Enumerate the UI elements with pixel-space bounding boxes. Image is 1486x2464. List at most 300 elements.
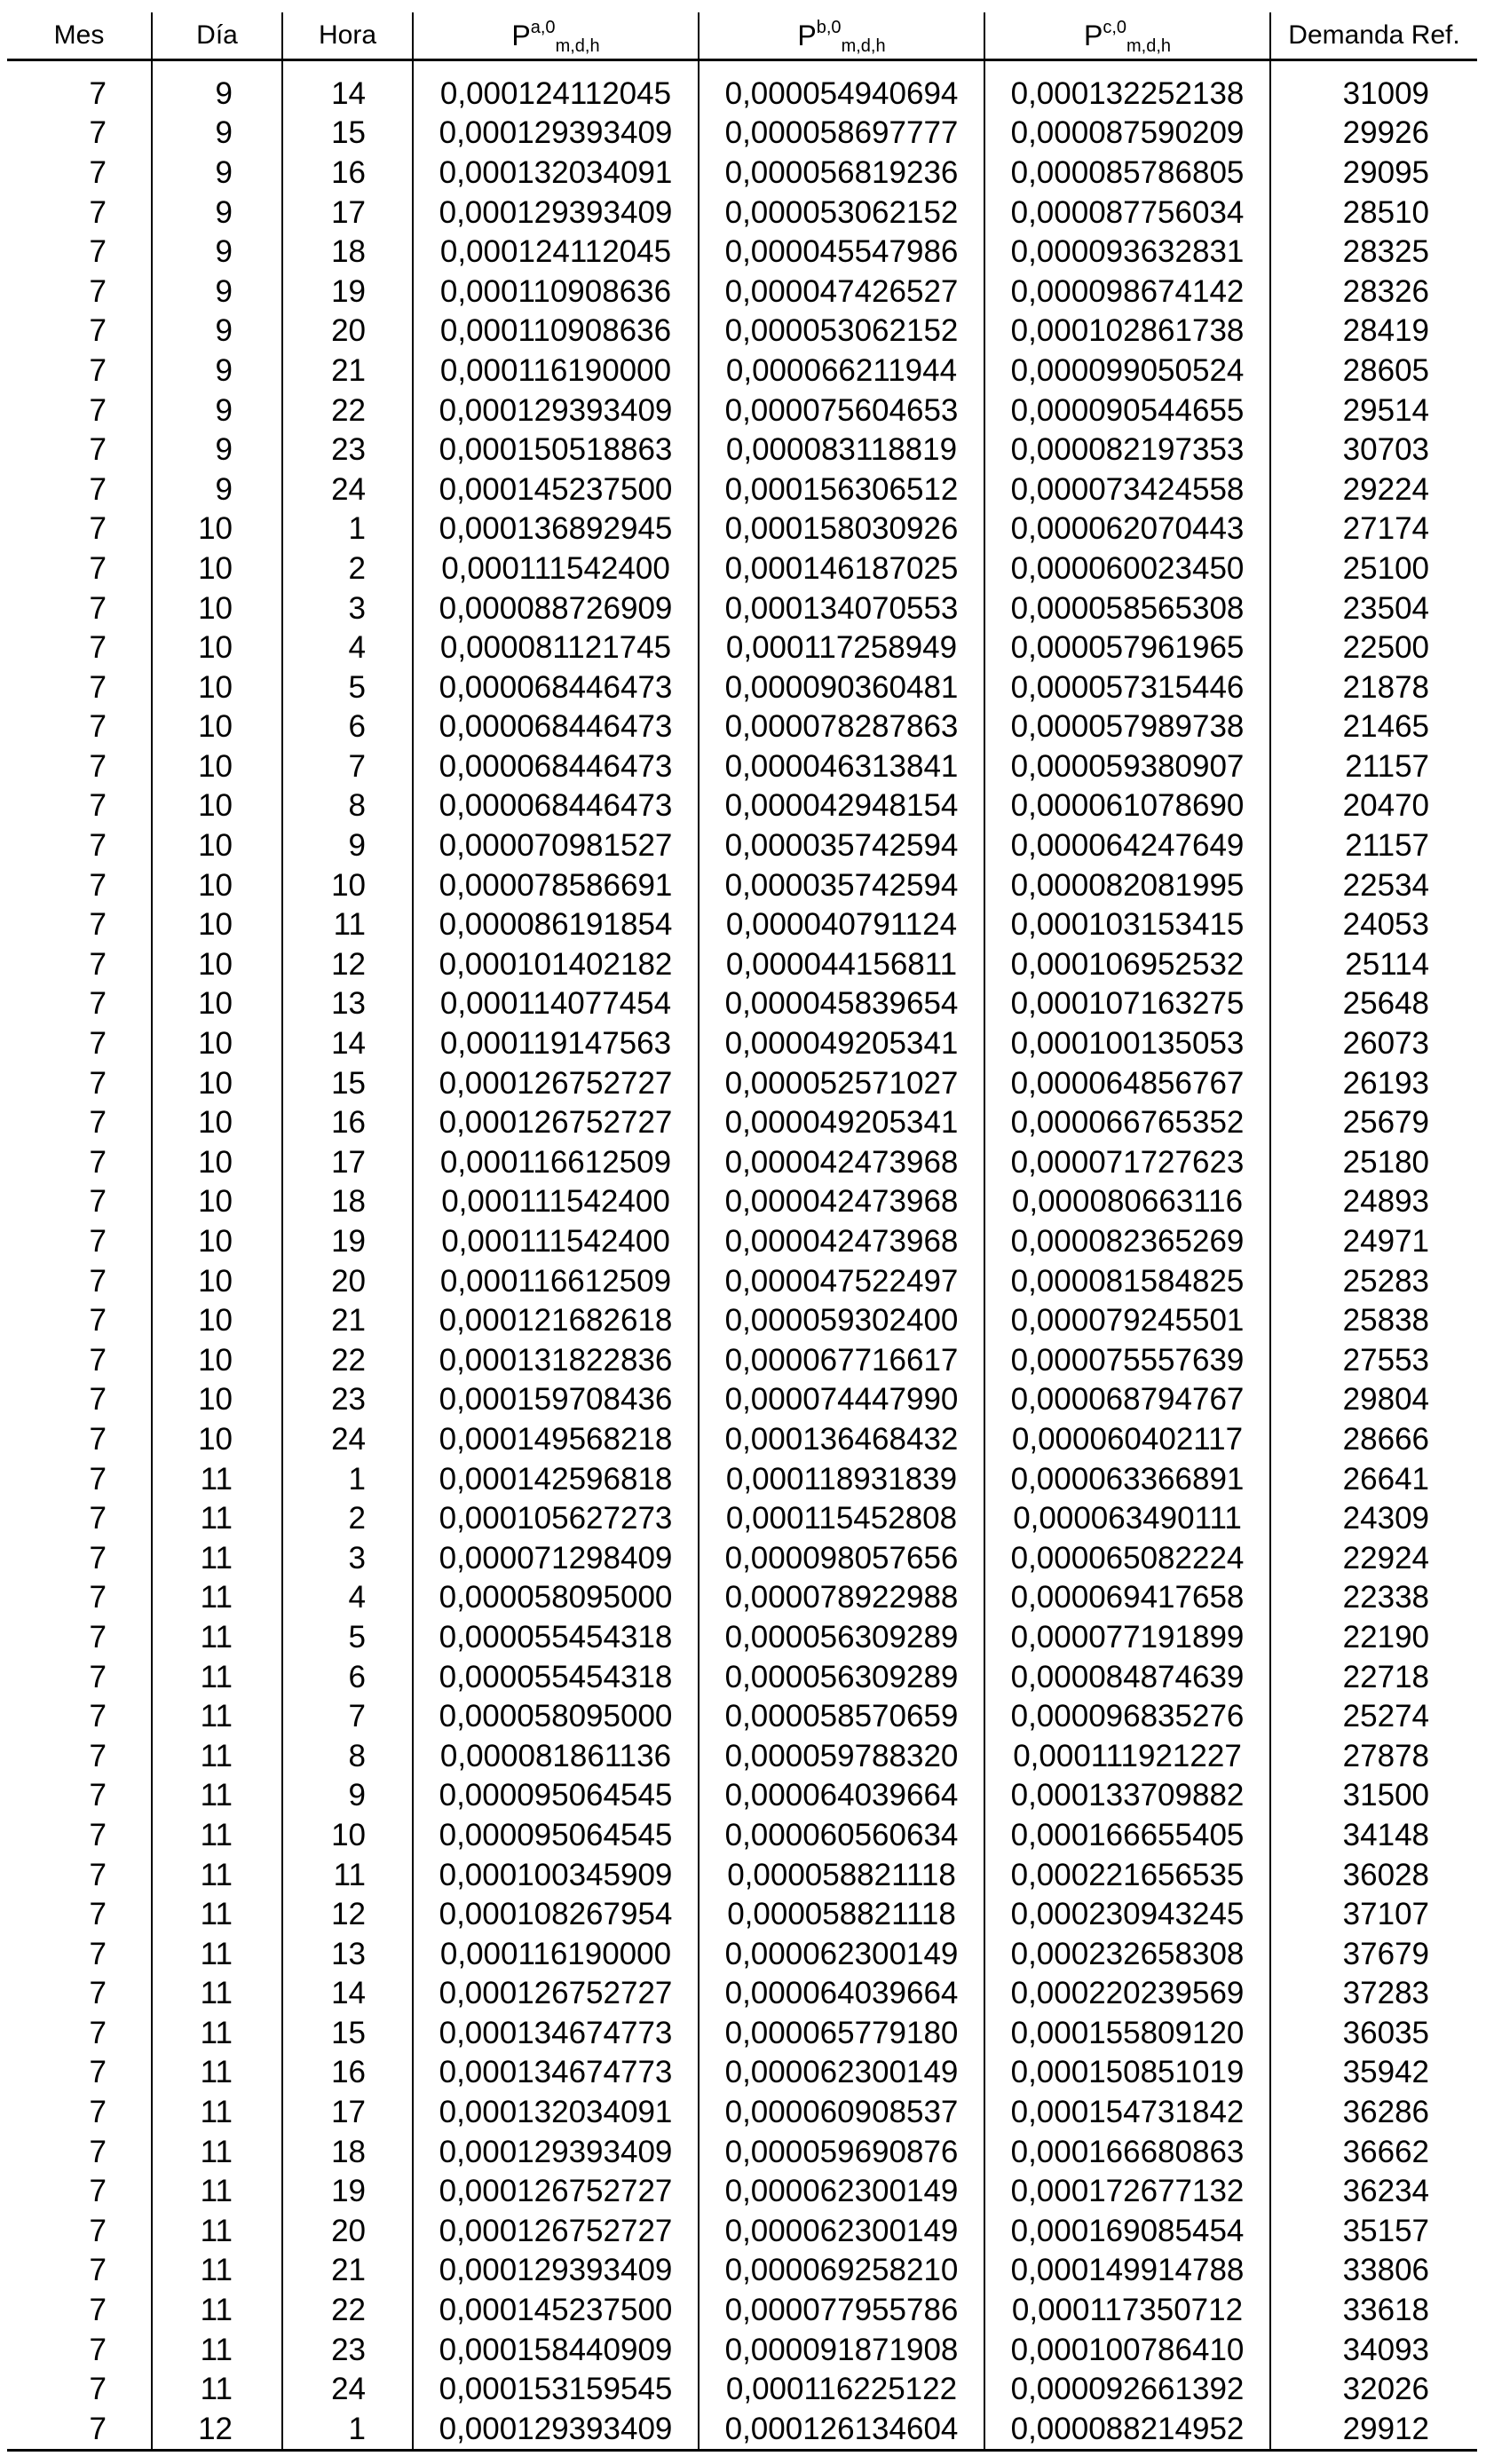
cell-p-a: 0,000116190000	[413, 351, 699, 391]
cell-p-b: 0,000083118819	[699, 430, 984, 470]
cell-p-a: 0,000068446473	[413, 746, 699, 786]
cell-p-b: 0,000115452808	[699, 1498, 984, 1538]
cell-p-c: 0,000066765352	[984, 1102, 1270, 1142]
header-p-b-sub: m,d,h	[841, 36, 886, 56]
cell-p-c: 0,000080663116	[984, 1182, 1270, 1222]
header-p-b	[699, 12, 984, 60]
cell-demanda: 29224	[1342, 471, 1429, 507]
cell-p-c: 0,000098674142	[984, 272, 1270, 312]
table-row	[7, 1974, 1477, 2014]
cell-p-a: 0,000095064545	[413, 1776, 699, 1816]
table-row	[7, 1182, 1477, 1222]
cell-p-c: 0,000082365269	[984, 1221, 1270, 1261]
table-row	[7, 904, 1477, 944]
cell-p-b: 0,000054940694	[699, 60, 984, 114]
cell-demanda: 25100	[1342, 550, 1429, 586]
cell-p-c: 0,000069417658	[984, 1578, 1270, 1618]
cell-p-b: 0,000066211944	[699, 351, 984, 391]
cell-mes: 7	[7, 1221, 152, 1261]
cell-hora: 7	[282, 1696, 413, 1736]
cell-p-c: 0,000087756034	[984, 193, 1270, 233]
cell-dia: 10	[152, 667, 282, 707]
cell-p-c: 0,000169085454	[984, 2211, 1270, 2251]
cell-dia: 11	[152, 2053, 282, 2093]
cell-demanda: 37679	[1342, 1936, 1429, 1971]
cell-p-b: 0,000059788320	[699, 1736, 984, 1776]
cell-demanda: 25283	[1342, 1263, 1429, 1299]
cell-p-a: 0,000116612509	[413, 1142, 699, 1182]
cell-p-c: 0,000093632831	[984, 232, 1270, 272]
cell-p-b: 0,000136468432	[699, 1419, 984, 1459]
cell-mes: 7	[7, 1657, 152, 1697]
cell-p-b: 0,000074447990	[699, 1380, 984, 1420]
cell-p-c: 0,000107163275	[984, 984, 1270, 1024]
table-row	[7, 1855, 1477, 1895]
table-row	[7, 1894, 1477, 1934]
header-p-a-sub: m,d,h	[555, 36, 600, 56]
cell-demanda: 25274	[1342, 1699, 1429, 1734]
cell-hora: 20	[282, 1261, 413, 1301]
cell-hora: 10	[282, 1815, 413, 1855]
cell-p-b: 0,000056819236	[699, 153, 984, 193]
cell-hora: 17	[282, 2092, 413, 2132]
cell-p-c: 0,000064856767	[984, 1063, 1270, 1103]
table-row	[7, 1419, 1477, 1459]
cell-demanda: 25114	[1345, 946, 1429, 982]
cell-p-c: 0,000096835276	[984, 1696, 1270, 1736]
table-row	[7, 1934, 1477, 1974]
cell-mes: 7	[7, 2330, 152, 2370]
cell-demanda: 35942	[1342, 2055, 1429, 2090]
cell-mes: 7	[7, 786, 152, 826]
cell-mes: 7	[7, 1023, 152, 1063]
cell-p-b: 0,000059690876	[699, 2132, 984, 2172]
cell-demanda: 36028	[1342, 1857, 1429, 1892]
table-row	[7, 1815, 1477, 1855]
cell-hora: 19	[282, 272, 413, 312]
cell-p-a: 0,000111542400	[413, 1221, 699, 1261]
cell-p-c: 0,000081584825	[984, 1261, 1270, 1301]
cell-dia: 11	[152, 2290, 282, 2330]
cell-dia: 11	[152, 2251, 282, 2291]
cell-mes: 7	[7, 2092, 152, 2132]
cell-hora: 3	[282, 588, 413, 628]
cell-dia: 11	[152, 1696, 282, 1736]
table-row	[7, 2409, 1477, 2450]
cell-p-c: 0,000071727623	[984, 1142, 1270, 1182]
cell-p-a: 0,000058095000	[413, 1696, 699, 1736]
cell-hora: 17	[282, 193, 413, 233]
cell-p-a: 0,000136892945	[413, 509, 699, 549]
cell-demanda: 28605	[1342, 352, 1429, 388]
table-row	[7, 2053, 1477, 2093]
cell-hora: 2	[282, 1498, 413, 1538]
cell-p-c: 0,000059380907	[984, 746, 1270, 786]
cell-dia: 10	[152, 865, 282, 905]
cell-p-b: 0,000062300149	[699, 2053, 984, 2093]
cell-p-c: 0,000057989738	[984, 707, 1270, 747]
cell-p-c: 0,000088214952	[984, 2409, 1270, 2450]
cell-p-b: 0,000156306512	[699, 470, 984, 509]
header-p-b-sup: b,0	[816, 17, 842, 37]
cell-p-a: 0,000129393409	[413, 2251, 699, 2291]
cell-p-b: 0,000090360481	[699, 667, 984, 707]
cell-p-a: 0,000116190000	[413, 1934, 699, 1974]
cell-p-c: 0,000082197353	[984, 430, 1270, 470]
table-row	[7, 470, 1477, 509]
cell-p-a: 0,000126752727	[413, 2171, 699, 2211]
cell-p-a: 0,000132034091	[413, 2092, 699, 2132]
cell-hora: 23	[282, 430, 413, 470]
cell-demanda: 29926	[1342, 115, 1429, 151]
cell-demanda: 28666	[1342, 1421, 1429, 1457]
cell-hora: 23	[282, 1380, 413, 1420]
cell-demanda: 27174	[1342, 511, 1429, 547]
cell-mes: 7	[7, 1063, 152, 1103]
cell-dia: 10	[152, 1419, 282, 1459]
cell-p-a: 0,000124112045	[413, 232, 699, 272]
cell-demanda: 34093	[1342, 2332, 1429, 2367]
table-row	[7, 1221, 1477, 1261]
cell-p-a: 0,000068446473	[413, 707, 699, 747]
table-row	[7, 509, 1477, 549]
cell-hora: 4	[282, 628, 413, 667]
cell-hora: 23	[282, 2330, 413, 2370]
cell-demanda: 36035	[1342, 2015, 1429, 2050]
cell-p-c: 0,000100135053	[984, 1023, 1270, 1063]
cell-dia: 10	[152, 944, 282, 984]
cell-hora: 12	[282, 944, 413, 984]
cell-dia: 10	[152, 1300, 282, 1340]
cell-dia: 10	[152, 1063, 282, 1103]
header-p-c-sub: m,d,h	[1126, 36, 1172, 56]
cell-p-a: 0,000081861136	[413, 1736, 699, 1776]
cell-p-a: 0,000058095000	[413, 1578, 699, 1618]
cell-mes: 7	[7, 1142, 152, 1182]
table-row	[7, 1498, 1477, 1538]
cell-mes: 7	[7, 312, 152, 351]
cell-hora: 4	[282, 1578, 413, 1618]
cell-demanda: 29095	[1342, 154, 1429, 190]
cell-hora: 16	[282, 2053, 413, 2093]
cell-p-c: 0,000133709882	[984, 1776, 1270, 1816]
cell-p-c: 0,000085786805	[984, 153, 1270, 193]
table-row	[7, 1300, 1477, 1340]
cell-demanda: 21465	[1342, 709, 1429, 745]
cell-p-a: 0,000078586691	[413, 865, 699, 905]
cell-p-a: 0,000070981527	[413, 825, 699, 865]
cell-demanda: 30703	[1342, 432, 1429, 468]
cell-dia: 11	[152, 1657, 282, 1697]
cell-dia: 9	[152, 470, 282, 509]
cell-dia: 10	[152, 707, 282, 747]
cell-dia: 9	[152, 272, 282, 312]
table-row	[7, 2251, 1477, 2291]
cell-p-c: 0,000092661392	[984, 2369, 1270, 2409]
table-row	[7, 1736, 1477, 1776]
cell-dia: 10	[152, 1261, 282, 1301]
cell-dia: 10	[152, 1142, 282, 1182]
cell-p-c: 0,000063366891	[984, 1459, 1270, 1499]
cell-demanda: 20470	[1342, 788, 1429, 824]
cell-dia: 9	[152, 312, 282, 351]
cell-p-b: 0,000058697777	[699, 114, 984, 154]
header-p-c-base: P	[1083, 19, 1103, 51]
table-row	[7, 1261, 1477, 1301]
cell-demanda: 29804	[1342, 1382, 1429, 1418]
cell-demanda: 22924	[1342, 1540, 1429, 1576]
cell-dia: 11	[152, 1855, 282, 1895]
cell-hora: 24	[282, 2369, 413, 2409]
cell-mes: 7	[7, 232, 152, 272]
cell-dia: 10	[152, 825, 282, 865]
cell-p-c: 0,000057961965	[984, 628, 1270, 667]
table-row	[7, 1617, 1477, 1657]
cell-hora: 19	[282, 2171, 413, 2211]
cell-p-c: 0,000062070443	[984, 509, 1270, 549]
cell-hora: 21	[282, 2251, 413, 2291]
table-row	[7, 707, 1477, 747]
cell-mes: 7	[7, 114, 152, 154]
cell-demanda: 25679	[1342, 1105, 1429, 1141]
table-row	[7, 312, 1477, 351]
cell-p-b: 0,000118931839	[699, 1459, 984, 1499]
cell-p-a: 0,000095064545	[413, 1815, 699, 1855]
cell-dia: 10	[152, 1023, 282, 1063]
cell-mes: 7	[7, 944, 152, 984]
table-row	[7, 628, 1477, 667]
cell-mes: 7	[7, 1617, 152, 1657]
cell-p-b: 0,000067716617	[699, 1340, 984, 1380]
table-row	[7, 1696, 1477, 1736]
cell-dia: 10	[152, 1340, 282, 1380]
cell-p-c: 0,000166680863	[984, 2132, 1270, 2172]
cell-hora: 24	[282, 1419, 413, 1459]
cell-demanda: 32026	[1342, 2372, 1429, 2407]
document-page	[7, 12, 1477, 2452]
cell-mes: 7	[7, 1894, 152, 1934]
table-row	[7, 667, 1477, 707]
cell-dia: 11	[152, 2013, 282, 2053]
table-row	[7, 2369, 1477, 2409]
cell-p-a: 0,000055454318	[413, 1657, 699, 1697]
cell-p-c: 0,000064247649	[984, 825, 1270, 865]
cell-dia: 11	[152, 2211, 282, 2251]
cell-p-b: 0,000117258949	[699, 628, 984, 667]
cell-p-c: 0,000077191899	[984, 1617, 1270, 1657]
cell-hora: 5	[282, 1617, 413, 1657]
cell-hora: 11	[282, 904, 413, 944]
cell-hora: 8	[282, 786, 413, 826]
cell-mes: 7	[7, 1736, 152, 1776]
cell-p-a: 0,000145237500	[413, 2290, 699, 2330]
cell-mes: 7	[7, 509, 152, 549]
header-row	[7, 12, 1477, 60]
header-dia: Día	[152, 12, 282, 60]
cell-mes: 7	[7, 1419, 152, 1459]
cell-demanda: 21157	[1345, 828, 1429, 864]
cell-p-a: 0,000068446473	[413, 786, 699, 826]
cell-mes: 7	[7, 2409, 152, 2450]
table-row	[7, 2290, 1477, 2330]
table-row	[7, 2330, 1477, 2370]
cell-p-a: 0,000100345909	[413, 1855, 699, 1895]
cell-demanda: 24309	[1342, 1501, 1429, 1536]
cell-p-b: 0,000053062152	[699, 312, 984, 351]
table-row	[7, 2092, 1477, 2132]
cell-p-a: 0,000159708436	[413, 1380, 699, 1420]
cell-p-c: 0,000172677132	[984, 2171, 1270, 2211]
cell-hora: 20	[282, 312, 413, 351]
cell-p-b: 0,000116225122	[699, 2369, 984, 2409]
cell-mes: 7	[7, 746, 152, 786]
cell-mes: 7	[7, 470, 152, 509]
cell-p-b: 0,000042948154	[699, 786, 984, 826]
cell-p-a: 0,000126752727	[413, 1974, 699, 2014]
cell-dia: 9	[152, 193, 282, 233]
cell-mes: 7	[7, 193, 152, 233]
cell-p-b: 0,000058821118	[699, 1894, 984, 1934]
cell-mes: 7	[7, 1498, 152, 1538]
cell-demanda: 22500	[1342, 630, 1429, 666]
cell-p-a: 0,000121682618	[413, 1300, 699, 1340]
cell-demanda: 26073	[1342, 1026, 1429, 1062]
table-row	[7, 1023, 1477, 1063]
cell-mes: 7	[7, 60, 152, 114]
cell-mes: 7	[7, 1578, 152, 1618]
cell-p-c: 0,000087590209	[984, 114, 1270, 154]
table-row	[7, 1459, 1477, 1499]
table-row	[7, 2013, 1477, 2053]
table-row	[7, 786, 1477, 826]
cell-p-b: 0,000045547986	[699, 232, 984, 272]
table-row	[7, 272, 1477, 312]
cell-p-a: 0,000134674773	[413, 2053, 699, 2093]
header-demanda: Demanda Ref.	[1270, 12, 1477, 60]
cell-mes: 7	[7, 1182, 152, 1222]
cell-demanda: 22718	[1342, 1659, 1429, 1694]
cell-dia: 11	[152, 1894, 282, 1934]
cell-p-c: 0,000060023450	[984, 549, 1270, 588]
cell-hora: 19	[282, 1221, 413, 1261]
cell-p-a: 0,000153159545	[413, 2369, 699, 2409]
cell-mes: 7	[7, 153, 152, 193]
cell-mes: 7	[7, 984, 152, 1024]
header-p-a-sup: a,0	[530, 17, 556, 37]
cell-demanda: 28510	[1342, 194, 1429, 230]
table-row	[7, 1657, 1477, 1697]
cell-hora: 3	[282, 1538, 413, 1578]
cell-mes: 7	[7, 1380, 152, 1420]
cell-mes: 7	[7, 2013, 152, 2053]
cell-p-b: 0,000040791124	[699, 904, 984, 944]
cell-p-a: 0,000108267954	[413, 1894, 699, 1934]
cell-mes: 7	[7, 1538, 152, 1578]
cell-p-c: 0,000102861738	[984, 312, 1270, 351]
cell-p-b: 0,000078287863	[699, 707, 984, 747]
cell-demanda: 25180	[1342, 1144, 1429, 1180]
cell-dia: 9	[152, 391, 282, 430]
cell-mes: 7	[7, 2251, 152, 2291]
cell-dia: 11	[152, 1459, 282, 1499]
cell-p-b: 0,000049205341	[699, 1102, 984, 1142]
cell-p-a: 0,000116612509	[413, 1261, 699, 1301]
cell-demanda: 26641	[1342, 1461, 1429, 1497]
cell-p-a: 0,000131822836	[413, 1340, 699, 1380]
cell-mes: 7	[7, 904, 152, 944]
cell-p-a: 0,000126752727	[413, 1102, 699, 1142]
cell-p-a: 0,000150518863	[413, 430, 699, 470]
cell-demanda: 33806	[1342, 2253, 1429, 2288]
cell-p-b: 0,000134070553	[699, 588, 984, 628]
cell-p-c: 0,000099050524	[984, 351, 1270, 391]
cell-demanda: 27553	[1342, 1342, 1429, 1378]
cell-dia: 10	[152, 1221, 282, 1261]
cell-dia: 11	[152, 1578, 282, 1618]
cell-p-a: 0,000134674773	[413, 2013, 699, 2053]
cell-p-c: 0,000063490111	[984, 1498, 1270, 1538]
cell-p-c: 0,000154731842	[984, 2092, 1270, 2132]
cell-hora: 22	[282, 2290, 413, 2330]
cell-dia: 11	[152, 1815, 282, 1855]
cell-p-b: 0,000053062152	[699, 193, 984, 233]
cell-demanda: 34148	[1342, 1817, 1429, 1852]
cell-p-a: 0,000126752727	[413, 1063, 699, 1103]
cell-demanda: 31009	[1342, 75, 1429, 111]
table-row	[7, 391, 1477, 430]
cell-dia: 10	[152, 1102, 282, 1142]
table-row	[7, 2171, 1477, 2211]
cell-dia: 11	[152, 1776, 282, 1816]
cell-p-b: 0,000049205341	[699, 1023, 984, 1063]
cell-p-a: 0,000129393409	[413, 2409, 699, 2450]
cell-dia: 11	[152, 1617, 282, 1657]
cell-demanda: 29912	[1270, 2409, 1477, 2450]
header-p-a-base: P	[511, 19, 531, 51]
cell-p-b: 0,000069258210	[699, 2251, 984, 2291]
cell-hora: 9	[282, 1776, 413, 1816]
cell-hora: 1	[282, 2409, 413, 2450]
cell-mes: 7	[7, 1459, 152, 1499]
cell-dia: 10	[152, 786, 282, 826]
cell-p-c: 0,000065082224	[984, 1538, 1270, 1578]
cell-p-c: 0,000103153415	[984, 904, 1270, 944]
cell-dia: 10	[152, 984, 282, 1024]
cell-hora: 14	[282, 1974, 413, 2014]
header-p-b-base: P	[797, 19, 817, 51]
cell-p-c: 0,000106952532	[984, 944, 1270, 984]
cell-p-b: 0,000064039664	[699, 1776, 984, 1816]
header-p-c	[984, 12, 1270, 60]
cell-p-b: 0,000058821118	[699, 1855, 984, 1895]
cell-p-c: 0,000232658308	[984, 1934, 1270, 1974]
cell-dia: 11	[152, 2092, 282, 2132]
cell-hora: 22	[282, 391, 413, 430]
cell-p-c: 0,000150851019	[984, 2053, 1270, 2093]
cell-hora: 21	[282, 1300, 413, 1340]
cell-demanda: 24971	[1342, 1224, 1429, 1260]
cell-p-c: 0,000079245501	[984, 1300, 1270, 1340]
cell-mes: 7	[7, 2211, 152, 2251]
cell-mes: 7	[7, 2132, 152, 2172]
cell-p-a: 0,000126752727	[413, 2211, 699, 2251]
table-row	[7, 114, 1477, 154]
cell-p-c: 0,000073424558	[984, 470, 1270, 509]
cell-p-b: 0,000052571027	[699, 1063, 984, 1103]
cell-p-a: 0,000119147563	[413, 1023, 699, 1063]
table-row	[7, 1142, 1477, 1182]
cell-mes: 7	[7, 588, 152, 628]
